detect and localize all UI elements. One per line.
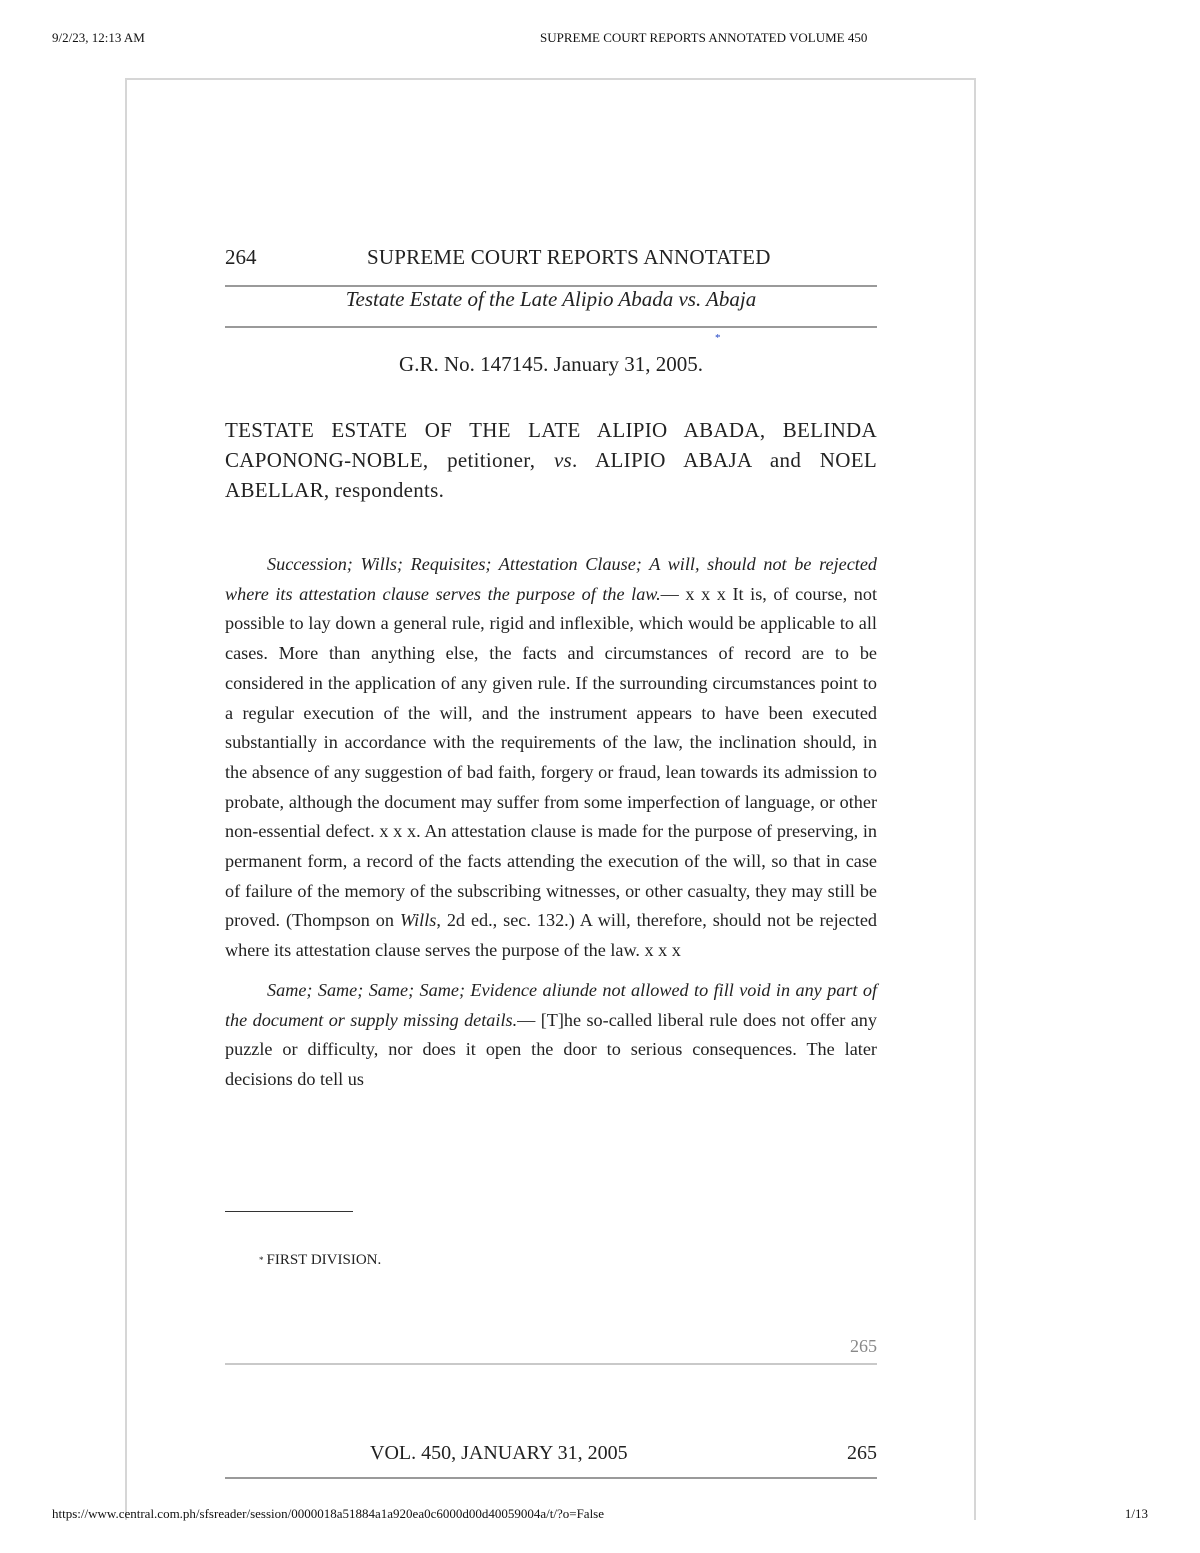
footnote-text: FIRST DIVISION. — [266, 1252, 382, 1268]
footnote-mark: * — [259, 1255, 264, 1265]
syllabus-1-text-a: x x x It is, of course, not possible to lay down a general rule, rigid and inflexible, which would be applicable to all cases. More than anything else, the facts and circumstances of record are to be considered in the application of any given rule. If the surrounding circumstances point to a regular execution of the will, and the instrument appears to have been executed substantially in accordance with the requirements of the law, the inclination should, in the absence of any suggestion of bad faith, forgery or fraud, lean towards its admission to probate, although the document may suffer from some imperfection of language, or other non-essential defect. x x x. An attestation clause is made for the purpose of preserving, in permanent form, a record of the facts attending the execution of the will, so that in case of failure of the memory of the subscribing witnesses, or other casualty, they may still be proved. (Thompson on — [225, 583, 877, 931]
parties-text-1: TESTATE ESTATE OF THE LATE ALIPIO ABADA, BELINDA CAPONONG-NOBLE, petitioner, — [225, 418, 877, 472]
syllabus-1-text-b: , 2d ed., sec. 132.) A will, therefore, should not be rejected where its attestation clause serves the purpose of the law. x x x — [225, 910, 877, 961]
print-header — [52, 30, 1148, 48]
document-page — [125, 78, 976, 1520]
next-header-rule — [225, 1477, 877, 1479]
syllabus-1-wills: Wills — [399, 910, 437, 931]
page-break-marker: 265 — [850, 1336, 877, 1356]
page-number: 264 — [225, 245, 257, 269]
print-page-count: 1/13 — [1124, 1506, 1148, 1521]
footnote-rule — [225, 1211, 353, 1212]
print-footer — [52, 1506, 1148, 1524]
parties — [225, 415, 877, 505]
page-header — [225, 245, 877, 285]
syllabus — [225, 550, 877, 1095]
parties-vs: vs — [553, 448, 573, 472]
running-title: SUPREME COURT REPORTS ANNOTATED — [367, 245, 771, 269]
syllabus-paragraph-1: Succession; Wills; Requisites; Attestation Clause; A will, should not be rejected where its attestation clause serves the purpose of the law.— x x x It is, of course, not possible to lay down a general rule, rigid and inflexible, which would be applicable to all cases. More than anything else, the facts and circumstances of record are to be considered in the application of any given rule. If the surrounding circumstances point to a regular execution of the will, and the instrument appears to have been executed substantially in accordance with the requirements of the law, the inclination should, in the absence of any suggestion of bad faith, forgery or fraud, lean towards its admission to probate, although the document may suffer from some imperfection of language, or other non-essential defect. x x x. An attestation clause is made for the purpose of preserving, in permanent form, a record of the facts attending the execution of the will, so that in case of failure of the memory of the subscribing witnesses, or other casualty, they may still be proved. (Thompson on Wills, 2d ed., sec. 132.) A will, therefore, should not be rejected where its attestation clause serves the purpose of the law. x x x — [225, 554, 877, 961]
print-url: https://www.central.com.ph/sfsreader/session/0000018a51884a1a920ea0c6000d00d40059004a/t/?o=False — [52, 1506, 605, 1521]
subtitle-rule — [225, 326, 877, 328]
gr-number: G.R. No. 147145. January 31, 2005. — [399, 352, 703, 376]
parties-text-2: . ALIPIO ABAJA and NOEL ABELLAR, respondents. — [225, 448, 877, 502]
footnote-link[interactable]: * — [715, 332, 721, 344]
next-page-number: 265 — [847, 1442, 877, 1464]
syllabus-2-headnote: Same; Same; Same; Same; Evidence aliunde not allowed to fill void in any part of the document or supply missing details. — [225, 979, 877, 1030]
page-break-rule — [225, 1363, 877, 1365]
footnote — [259, 1252, 381, 1269]
syllabus-2-text: [T]he so-called liberal rule does not offer any puzzle or difficulty, nor does it open the door to serious consequences. The later decisions do tell us — [225, 1009, 877, 1089]
syllabus-1-headnote: Succession; Wills; Requisites; Attestation Clause; A will, should not be rejected where its attestation clause serves the purpose of the law. — [225, 554, 877, 604]
syllabus-paragraph-2: Same; Same; Same; Same; Evidence aliunde not allowed to fill void in any part of the document or supply missing details.— [T]he so-called liberal rule does not offer any puzzle or difficulty, nor does it open the door to serious consequences. The later decisions do tell us — [225, 979, 877, 1089]
print-title: SUPREME COURT REPORTS ANNOTATED VOLUME 450 — [540, 30, 868, 45]
print-datetime: 9/2/23, 12:13 AM — [52, 30, 145, 45]
next-page-title: VOL. 450, JANUARY 31, 2005 — [370, 1442, 628, 1464]
case-subtitle: Testate Estate of the Late Alipio Abada vs. Abaja — [345, 287, 757, 311]
